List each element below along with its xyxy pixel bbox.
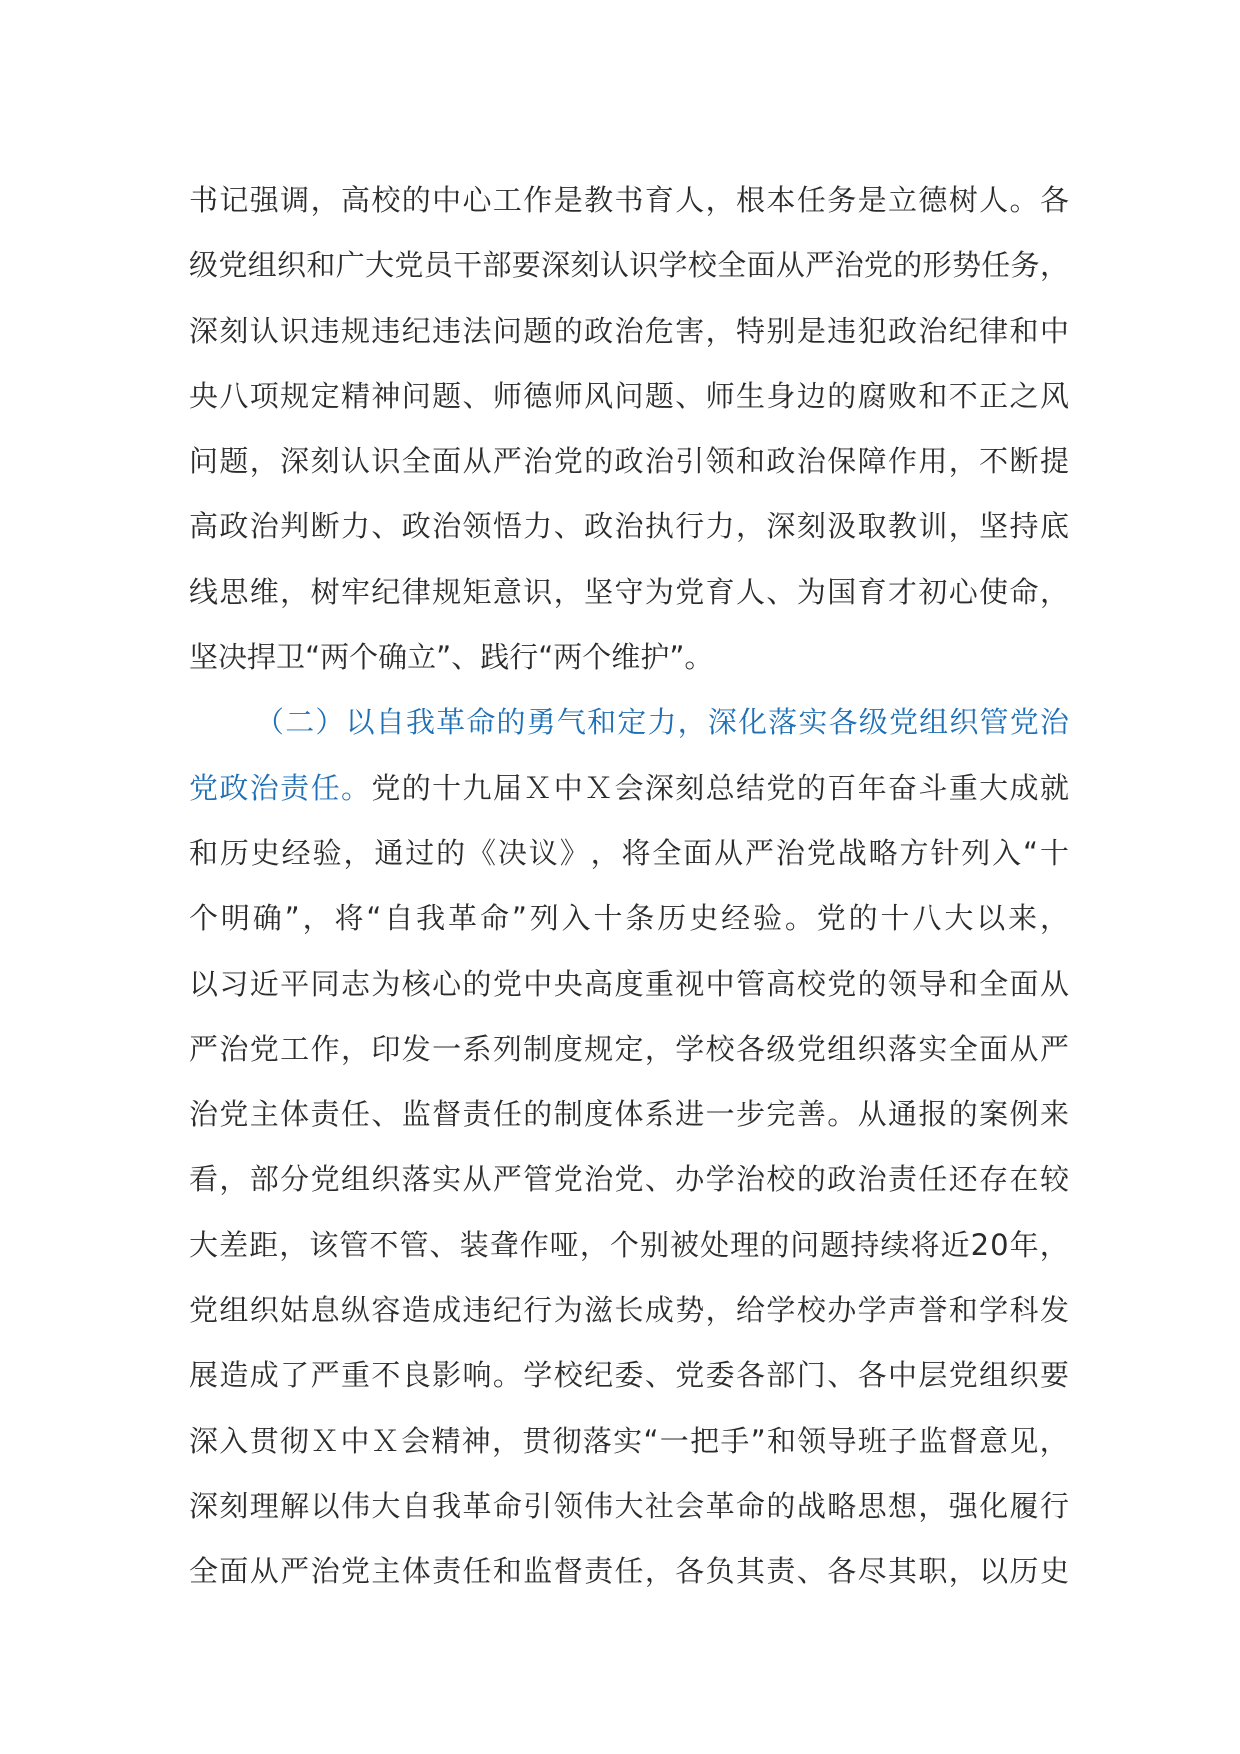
body-text (189, 168, 1069, 1605)
text-line: 看 ， 部 分 党 组 织 落 实 从 严 管 党 治 党 、 办 学 治 校 的 政 治 责 任 还 存 在 较 (189, 1162, 1069, 1197)
text-line: 严 治 党 工 作 ， 印 发 一 系 列 制 度 规 定 ， 学 校 各 级 党 组 织 落 实 全 面 从 严 (189, 1031, 1069, 1066)
text-line: 治 党 主 体 责 任 、 监 督 责 任 的 制 度 体 系 进 一 步 完 善 。 从 通 报 的 案 例 来 (189, 1097, 1069, 1132)
text-line: 党 组 织 姑 息 纵 容 造 成 违 纪 行 为 滋 长 成 势 ， 给 学 校 办 学 声 誉 和 学 科 发 (189, 1293, 1069, 1328)
text-line: 深 入 贯 彻 Ｘ 中 Ｘ 会 精 神 ， 贯 彻 落 实 “ 一 把 手 ” 和 领 导 班 子 监 督 意 见 ， (189, 1423, 1069, 1458)
text-line: 坚 决 捍 卫 “ 两 个 确 立 ” 、 践 行 “ 两 个 维 护 ” 。 (189, 640, 714, 675)
text-line: 大 差 距 ， 该 管 不 管 、 装 聋 作 哑 ， 个 别 被 处 理 的 问 题 持 续 将 近 2 0 年 ， (189, 1227, 1069, 1262)
text-line: 央 八 项 规 定 精 神 问 题 、 师 德 师 风 问 题 、 师 生 身 边 的 腐 败 和 不 正 之 风 (189, 378, 1069, 413)
text-line: 书 记 强 调 ， 高 校 的 中 心 工 作 是 教 书 育 人 ， 根 本 任 务 是 立 德 树 人 。 各 (189, 183, 1069, 217)
text-line: 个 明 确 ” ， 将 “ 自 我 革 命 ” 列 入 十 条 历 史 经 验 。 党 的 十 八 大 以 来 ， (189, 901, 1069, 936)
text-line: 深 刻 认 识 违 规 违 纪 违 法 问 题 的 政 治 危 害 ， 特 别 是 违 犯 政 治 纪 律 和 中 (189, 313, 1069, 348)
text-line: 深 刻 理 解 以 伟 大 自 我 革 命 引 领 伟 大 社 会 革 命 的 战 略 思 想 ， 强 化 履 行 (189, 1488, 1069, 1523)
text-line: 高 政 治 判 断 力 、 政 治 领 悟 力 、 政 治 执 行 力 ， 深 刻 汲 取 教 训 ， 坚 持 底 (189, 509, 1069, 544)
section-heading-line: （ 二 ） 以 自 我 革 命 的 勇 气 和 定 力 ， 深 化 落 实 各 级 党 组 织 管 党 治 (255, 705, 1069, 740)
section-heading-line: 党 政 治 责 任 。 党 的 十 九 届 Ｘ 中 Ｘ 会 深 刻 总 结 党 的 百 年 奋 斗 重 大 成 就 (189, 770, 1069, 805)
text-line: 全 面 从 严 治 党 主 体 责 任 和 监 督 责 任 ， 各 负 其 责 、 各 尽 其 职 ， 以 历 史 (189, 1554, 1069, 1589)
text-line: 和 历 史 经 验 ， 通 过 的 《 决 议 》 ， 将 全 面 从 严 治 党 战 略 方 针 列 入 “ 十 (189, 835, 1069, 870)
text-line: 以 习 近 平 同 志 为 核 心 的 党 中 央 高 度 重 视 中 管 高 校 党 的 领 导 和 全 面 从 (189, 966, 1069, 1001)
text-line: 问 题 ， 深 刻 认 识 全 面 从 严 治 党 的 政 治 引 领 和 政 治 保 障 作 用 ， 不 断 提 (189, 444, 1069, 479)
text-line: 展 造 成 了 严 重 不 良 影 响 。 学 校 纪 委 、 党 委 各 部 门 、 各 中 层 党 组 织 要 (189, 1358, 1069, 1393)
text-line: 级 党 组 织 和 广 大 党 员 干 部 要 深 刻 认 识 学 校 全 面 从 严 治 党 的 形 势 任 务 ， (189, 248, 1069, 283)
text-line: 线 思 维 ， 树 牢 纪 律 规 矩 意 识 ， 坚 守 为 党 育 人 、 为 国 育 才 初 心 使 命 ， (189, 574, 1069, 609)
